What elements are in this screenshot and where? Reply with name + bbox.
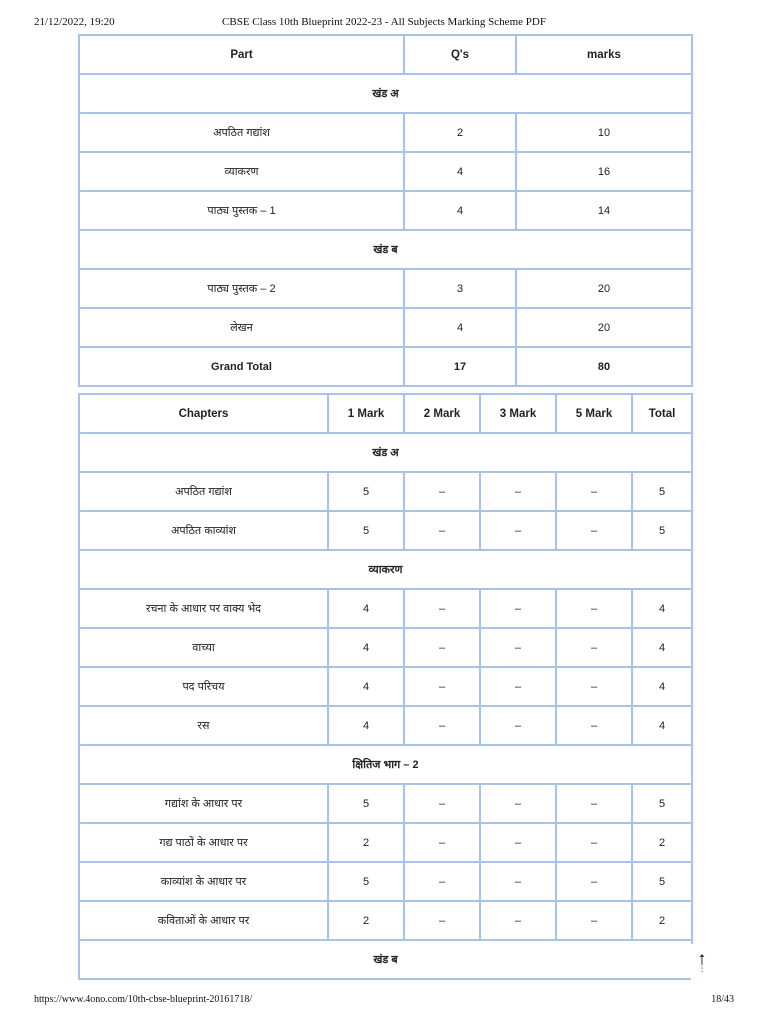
mark-2-cell: – bbox=[404, 823, 480, 862]
mark-2-cell: – bbox=[404, 862, 480, 901]
mark-2-cell: – bbox=[404, 901, 480, 940]
mark-5-cell: – bbox=[556, 823, 632, 862]
mark-5-cell: – bbox=[556, 628, 632, 667]
table-row bbox=[79, 113, 692, 152]
header-5-mark: 5 Mark bbox=[556, 394, 632, 433]
mark-1-cell: 5 bbox=[328, 472, 404, 511]
mark-2-cell: – bbox=[404, 667, 480, 706]
chapter-cell: गद्य पाठों के आधार पर bbox=[79, 823, 328, 862]
arrow-up-icon: ⭡ bbox=[698, 951, 706, 967]
mark-3-cell: – bbox=[480, 823, 556, 862]
print-header bbox=[0, 12, 768, 32]
table-row bbox=[79, 823, 692, 862]
qs-cell: 4 bbox=[404, 152, 516, 191]
mark-3-cell: – bbox=[480, 511, 556, 550]
mark-5-cell: – bbox=[556, 784, 632, 823]
more-dots-icon: ⋮ bbox=[697, 963, 707, 973]
total-cell: 5 bbox=[632, 784, 692, 823]
table-row bbox=[79, 308, 692, 347]
mark-1-cell: 5 bbox=[328, 784, 404, 823]
table-row bbox=[79, 628, 692, 667]
chapter-cell: रचना के आधार पर वाक्य भेद bbox=[79, 589, 328, 628]
table-row bbox=[79, 472, 692, 511]
print-footer bbox=[0, 990, 768, 1010]
header-qs: Q's bbox=[404, 35, 516, 74]
mark-3-cell: – bbox=[480, 589, 556, 628]
mark-2-cell: – bbox=[404, 472, 480, 511]
section-row bbox=[79, 940, 692, 979]
grand-total-label: Grand Total bbox=[79, 347, 404, 386]
total-cell: 5 bbox=[632, 472, 692, 511]
marks-cell: 14 bbox=[516, 191, 692, 230]
chapter-cell: पद परिचय bbox=[79, 667, 328, 706]
qs-cell: 2 bbox=[404, 113, 516, 152]
part-cell: पाठ्य पुस्तक – 1 bbox=[79, 191, 404, 230]
chapter-cell: गद्यांश के आधार पर bbox=[79, 784, 328, 823]
table-header-row bbox=[79, 35, 692, 74]
total-cell: 5 bbox=[632, 862, 692, 901]
grand-total-qs: 17 bbox=[404, 347, 516, 386]
part-cell: अपठित गद्यांश bbox=[79, 113, 404, 152]
mark-2-cell: – bbox=[404, 706, 480, 745]
page-title: CBSE Class 10th Blueprint 2022-23 - All Subjects Marking Scheme PDF bbox=[222, 16, 546, 28]
total-cell: 4 bbox=[632, 628, 692, 667]
section-label: क्षितिज भाग – 2 bbox=[79, 745, 692, 784]
mark-5-cell: – bbox=[556, 862, 632, 901]
marks-distribution-table bbox=[78, 34, 693, 387]
section-label: खंड ब bbox=[79, 940, 692, 979]
table-row bbox=[79, 667, 692, 706]
section-row bbox=[79, 745, 692, 784]
total-cell: 5 bbox=[632, 511, 692, 550]
chapter-wise-table bbox=[78, 393, 693, 980]
header-chapters: Chapters bbox=[79, 394, 328, 433]
total-cell: 4 bbox=[632, 706, 692, 745]
header-part: Part bbox=[79, 35, 404, 74]
mark-1-cell: 4 bbox=[328, 589, 404, 628]
section-label: खंड अ bbox=[79, 74, 692, 113]
mark-1-cell: 5 bbox=[328, 862, 404, 901]
mark-1-cell: 5 bbox=[328, 511, 404, 550]
mark-2-cell: – bbox=[404, 628, 480, 667]
page-number: 18/43 bbox=[711, 994, 734, 1005]
mark-5-cell: – bbox=[556, 511, 632, 550]
mark-3-cell: – bbox=[480, 628, 556, 667]
mark-2-cell: – bbox=[404, 511, 480, 550]
header-2-mark: 2 Mark bbox=[404, 394, 480, 433]
marks-cell: 20 bbox=[516, 308, 692, 347]
qs-cell: 4 bbox=[404, 308, 516, 347]
header-total: Total bbox=[632, 394, 692, 433]
mark-3-cell: – bbox=[480, 667, 556, 706]
grand-total-marks: 80 bbox=[516, 347, 692, 386]
table-header-row bbox=[79, 394, 692, 433]
chapter-cell: काव्यांश के आधार पर bbox=[79, 862, 328, 901]
mark-5-cell: – bbox=[556, 472, 632, 511]
mark-3-cell: – bbox=[480, 784, 556, 823]
table-row bbox=[79, 862, 692, 901]
section-row bbox=[79, 74, 692, 113]
mark-1-cell: 4 bbox=[328, 706, 404, 745]
mark-3-cell: – bbox=[480, 901, 556, 940]
section-label: खंड अ bbox=[79, 433, 692, 472]
print-datetime: 21/12/2022, 19:20 bbox=[34, 16, 115, 28]
section-row bbox=[79, 433, 692, 472]
header-3-mark: 3 Mark bbox=[480, 394, 556, 433]
part-cell: व्याकरण bbox=[79, 152, 404, 191]
table-row bbox=[79, 706, 692, 745]
chapter-cell: कविताओं के आधार पर bbox=[79, 901, 328, 940]
header-marks: marks bbox=[516, 35, 692, 74]
mark-1-cell: 2 bbox=[328, 901, 404, 940]
header-1-mark: 1 Mark bbox=[328, 394, 404, 433]
chapter-cell: वाच्या bbox=[79, 628, 328, 667]
mark-3-cell: – bbox=[480, 706, 556, 745]
mark-5-cell: – bbox=[556, 706, 632, 745]
grand-total-row bbox=[79, 347, 692, 386]
part-cell: लेखन bbox=[79, 308, 404, 347]
mark-1-cell: 4 bbox=[328, 667, 404, 706]
section-label: खंड ब bbox=[79, 230, 692, 269]
table-row bbox=[79, 191, 692, 230]
marks-cell: 20 bbox=[516, 269, 692, 308]
table-row bbox=[79, 152, 692, 191]
total-cell: 4 bbox=[632, 667, 692, 706]
marks-cell: 16 bbox=[516, 152, 692, 191]
table-row bbox=[79, 269, 692, 308]
mark-1-cell: 2 bbox=[328, 823, 404, 862]
total-cell: 2 bbox=[632, 901, 692, 940]
total-cell: 4 bbox=[632, 589, 692, 628]
marks-cell: 10 bbox=[516, 113, 692, 152]
section-row bbox=[79, 230, 692, 269]
part-cell: पाठ्य पुस्तक – 2 bbox=[79, 269, 404, 308]
mark-5-cell: – bbox=[556, 901, 632, 940]
mark-3-cell: – bbox=[480, 862, 556, 901]
page-url: https://www.4ono.com/10th-cbse-blueprint-20161718/ bbox=[34, 994, 253, 1005]
mark-1-cell: 4 bbox=[328, 628, 404, 667]
mark-2-cell: – bbox=[404, 784, 480, 823]
qs-cell: 3 bbox=[404, 269, 516, 308]
mark-5-cell: – bbox=[556, 589, 632, 628]
chapter-cell: अपठित गद्यांश bbox=[79, 472, 328, 511]
table-row bbox=[79, 511, 692, 550]
mark-5-cell: – bbox=[556, 667, 632, 706]
mark-3-cell: – bbox=[480, 472, 556, 511]
table-row bbox=[79, 589, 692, 628]
qs-cell: 4 bbox=[404, 191, 516, 230]
section-row bbox=[79, 550, 692, 589]
table-row bbox=[79, 901, 692, 940]
section-label: व्याकरण bbox=[79, 550, 692, 589]
total-cell: 2 bbox=[632, 823, 692, 862]
mark-2-cell: – bbox=[404, 589, 480, 628]
chapter-cell: रस bbox=[79, 706, 328, 745]
scroll-to-top-button[interactable] bbox=[691, 944, 713, 980]
chapter-cell: अपठित काव्यांश bbox=[79, 511, 328, 550]
table-row bbox=[79, 784, 692, 823]
